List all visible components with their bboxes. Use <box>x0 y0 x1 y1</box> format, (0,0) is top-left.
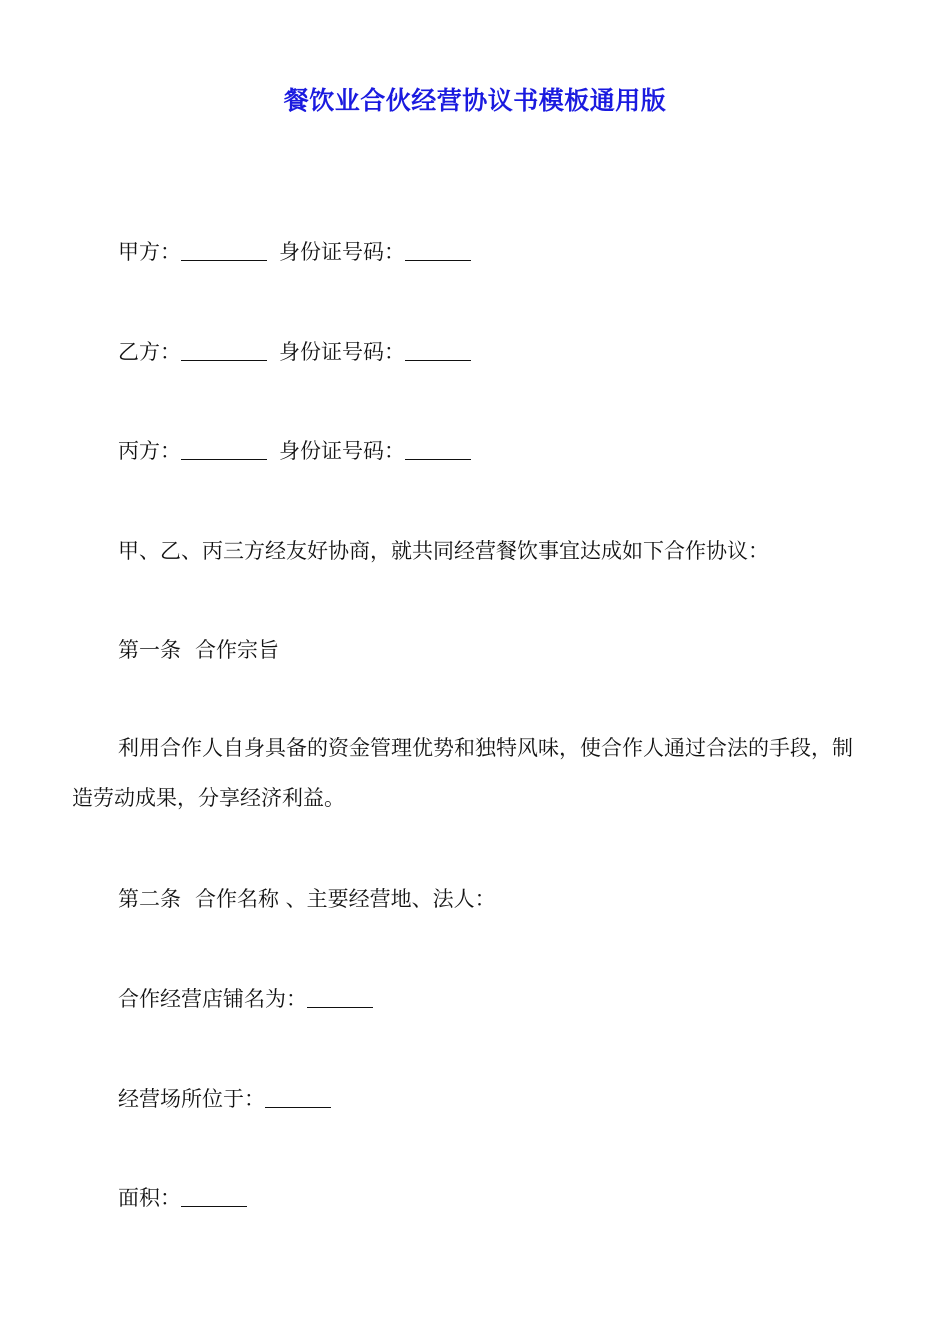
article-1-body: 利用合作人自身具备的资金管理优势和独特风味，使合作人通过合法的手段，制造劳动成果，分享经济利益。 <box>72 736 853 810</box>
location-blank <box>265 1087 331 1108</box>
party-line-a <box>118 238 471 266</box>
area-field <box>118 1184 247 1212</box>
location-label: 经营场所位于： <box>118 1087 265 1111</box>
party-b-id-label: 身份证号码： <box>279 340 405 364</box>
party-a-id-label: 身份证号码： <box>279 240 405 264</box>
party-a-id-blank <box>405 240 471 261</box>
article-2-title: 合作名称 、主要经营地、法人： <box>195 887 496 911</box>
party-line-b <box>118 338 471 366</box>
article-2-number: 第二条 <box>118 887 181 911</box>
party-c-id-blank <box>405 439 471 460</box>
article-1-number: 第一条 <box>118 638 181 662</box>
party-b-name-blank <box>181 340 267 361</box>
document-title: 餐饮业合伙经营协议书模板通用版 <box>283 86 667 115</box>
party-b-id-blank <box>405 340 471 361</box>
location-field <box>118 1085 331 1113</box>
party-c-label: 丙方： <box>118 439 181 463</box>
shop-name-field <box>118 985 373 1013</box>
party-c-name-blank <box>181 439 267 460</box>
article-1-title: 合作宗旨 <box>195 638 279 662</box>
party-b-label: 乙方： <box>118 340 181 364</box>
shop-name-blank <box>307 987 373 1008</box>
intro-paragraph: 甲、乙、丙三方经友好协商，就共同经营餐饮事宜达成如下合作协议： <box>118 539 769 563</box>
party-c-id-label: 身份证号码： <box>279 439 405 463</box>
party-a-name-blank <box>181 240 267 261</box>
party-line-c <box>118 437 471 465</box>
area-blank <box>181 1186 247 1207</box>
area-label: 面积： <box>118 1186 181 1210</box>
party-a-label: 甲方： <box>118 240 181 264</box>
shop-name-label: 合作经营店铺名为： <box>118 987 307 1011</box>
article-1-heading <box>118 636 279 664</box>
article-2-heading <box>118 885 496 913</box>
